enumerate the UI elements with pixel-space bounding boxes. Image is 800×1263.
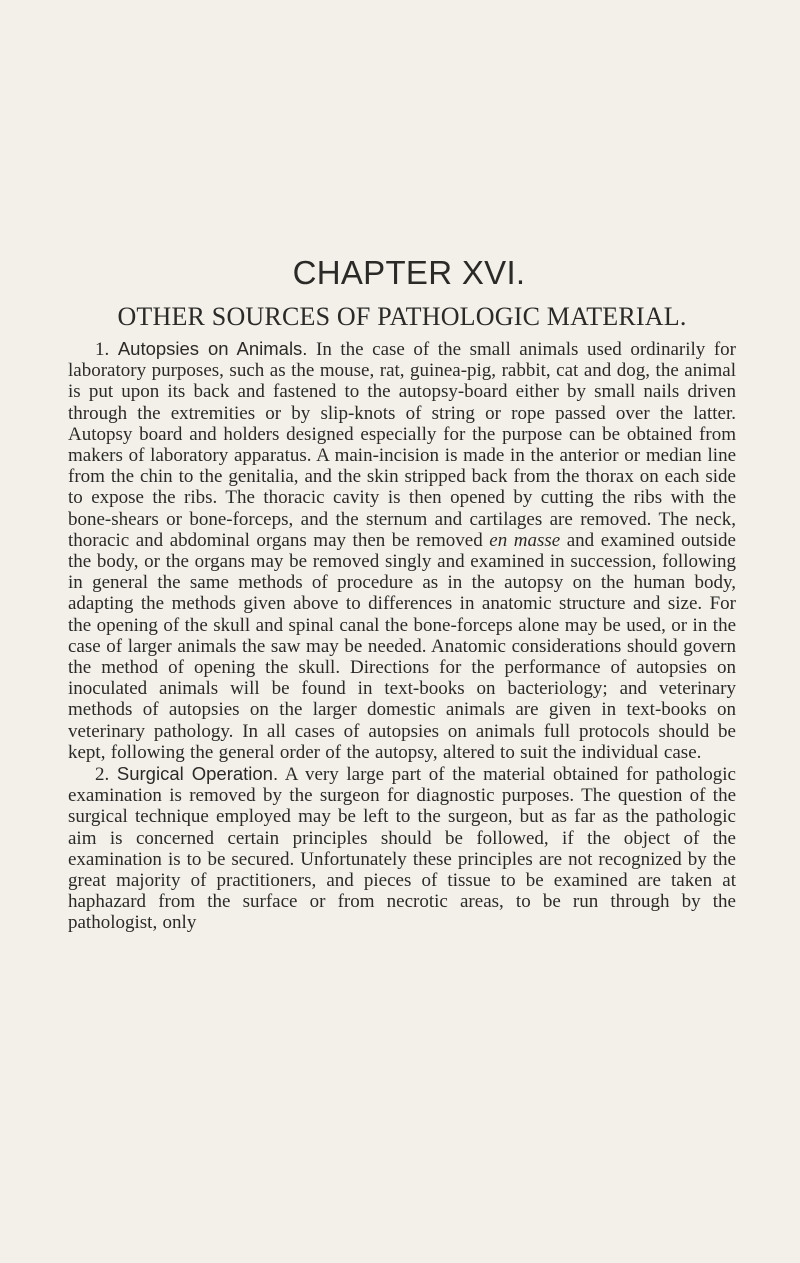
page-content [68, 255, 736, 934]
section-number: 1. [95, 339, 110, 360]
section-number: 2. [95, 764, 110, 786]
chapter-title: CHAPTER XVI. [292, 254, 526, 291]
paragraph-autopsies-on-animals [68, 338, 736, 763]
italic-phrase: en masse [489, 529, 561, 551]
paragraph-text: and examined outside the body, or the organs may be removed singly and examined in succession, following in general the same methods of procedure as in the autopsy on the human body, adapting the methods given above to differences in anatomic structure and size. For the opening of the skull and spinal canal the bone-forceps alone may be used, or in the case of larger animals the saw may be needed. Anatomic considerations should govern the method of opening the skull. Directions for the performance of autopsies on inoculated animals will be found in text-books on bacteriology; and veterinary methods of autopsies on the larger domestic animals are given in text-books on veterinary pathology. In all cases of autopsies on animals full protocols should be kept, following the general order of the autopsy, altered to suit the individual case. [68, 529, 736, 763]
section-heading: Surgical Operation. [116, 763, 279, 785]
section-heading: Autopsies on Animals. [117, 338, 308, 359]
paragraph-text: In the case of the small animals used ordinarily for laboratory purposes, such as the mouse, rat, guinea-pig, rabbit, cat and dog, the animal is put upon its back and fastened to the autopsy-board either by small nails driven through the extremities or by slip-knots of string or rope passed over the latter. Autopsy board and holders designed especially for the purpose can be obtained from makers of laboratory apparatus. A main-incision is made in the anterior or median line from the chin to the genitalia, and the skin stripped back from the thorax on each side to expose the ribs. The thoracic cavity is then opened by cutting the ribs with the bone-shears or bone-forceps, and the sternum and cartilages are removed. The neck, thoracic and abdominal organs may then be removed [68, 339, 736, 551]
paragraph-text: A very large part of the material obtained for pathologic examination is removed by the surgeon for diagnostic purposes. The question of the surgical technique employed may be left to the surgeon, but as far as the pathologic aim is concerned certain principles should be followed, if the object of the examination is to be secured. Unfortunately these principles are not recognized by the great majority of practitioners, and pieces of tissue to be examined are taken at haphazard from the surface or from necrotic areas, to be run through by the pathologist, only [68, 764, 736, 934]
chapter-subtitle: OTHER SOURCES OF PATHOLOGIC MATERIAL. [117, 302, 687, 331]
paragraph-surgical-operation [68, 763, 736, 934]
